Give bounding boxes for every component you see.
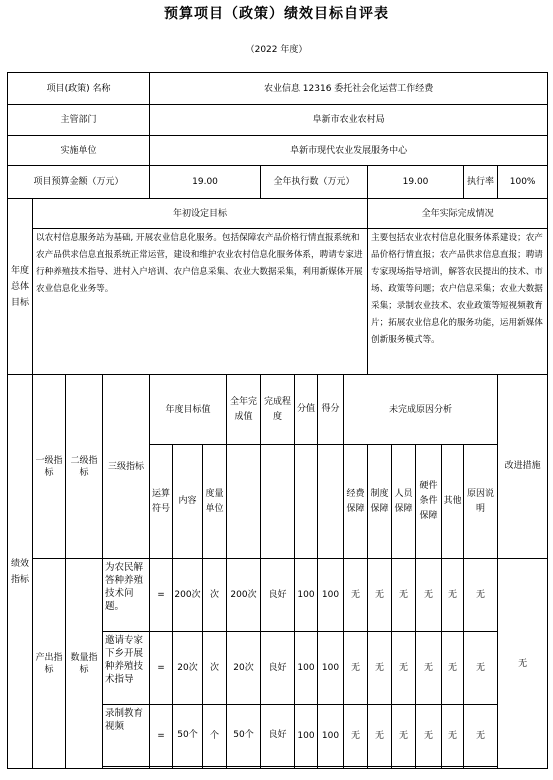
- note-cell: 无: [464, 705, 498, 767]
- rate-value: 100%: [498, 166, 548, 199]
- other-header: 其他: [442, 445, 464, 559]
- score-value-cell: 100: [295, 705, 318, 767]
- unit-cell: 次: [203, 559, 227, 632]
- note-cell: 无: [464, 632, 498, 705]
- degree-header: 完成程度: [261, 375, 295, 445]
- done-cell: 50个: [227, 705, 261, 767]
- dept-label: 主管部门: [8, 105, 150, 136]
- funds-cell: 无: [344, 705, 368, 767]
- degree-cell: 良好: [261, 632, 295, 705]
- indicator-name: 邀请专家下乡开展种养殖技术指导: [103, 632, 150, 705]
- degree-cell: 良好: [261, 559, 295, 632]
- hardware-cell: 无: [416, 559, 442, 632]
- score-value-header: 分值: [295, 375, 318, 445]
- unit-cell: 个: [203, 705, 227, 767]
- system-cell: 无: [368, 632, 392, 705]
- actual-result-text: 主要包括农业农村信息化服务体系建设；农产品价格行情直报；农产品供求信息直报；聘请专家现场指导培训，解答农民提出的技术、市场、政策等问题；农户信息采集；农业大数据采集；录制农业技术、农业政策等短视频教育片；拓展农业信息化的服务功能，运用新媒体创新服务模式等。: [368, 229, 548, 375]
- content-cell: 20次: [173, 632, 203, 705]
- indicator-name: 录制教育视频: [103, 705, 150, 767]
- unit-header: 度量单位: [203, 445, 227, 559]
- score-header: 得分: [318, 375, 344, 445]
- operator-cell: =: [150, 632, 173, 705]
- improve-header: 改进措施: [498, 375, 548, 559]
- project-name-value: 农业信息 12316 委托社会化运营工作经费: [150, 73, 548, 105]
- funds-cell: 无: [344, 559, 368, 632]
- content-cell: 50个: [173, 705, 203, 767]
- note-cell: 无: [464, 559, 498, 632]
- degree-cell: 良好: [261, 705, 295, 767]
- table-row: [8, 559, 548, 632]
- staff-cell: 无: [392, 559, 416, 632]
- level2-value: 数量指标: [66, 559, 103, 769]
- system-cell: 无: [368, 559, 392, 632]
- operator-cell: =: [150, 705, 173, 767]
- hardware-header: 硬件条件保障: [416, 445, 442, 559]
- score-cell: 100: [318, 632, 344, 705]
- level1-header: 一级指标: [33, 375, 66, 559]
- score-cell: 100: [318, 705, 344, 767]
- content-header: 内容: [173, 445, 203, 559]
- other-cell: 无: [442, 632, 464, 705]
- staff-header: 人员保障: [392, 445, 416, 559]
- perf-side-label: 绩效指标: [8, 375, 33, 769]
- actual-result-header: 全年实际完成情况: [368, 199, 548, 229]
- level2-header: 二级指标: [66, 375, 103, 559]
- unit-cell: 次: [203, 632, 227, 705]
- funds-header: 经费保障: [344, 445, 368, 559]
- annual-goal-side-label: 年度总体目标: [8, 199, 33, 375]
- exec-label: 全年执行数（万元）: [261, 166, 368, 199]
- staff-cell: 无: [392, 632, 416, 705]
- reason-analysis-header: 未完成原因分析: [344, 375, 498, 445]
- budget-value: 19.00: [150, 166, 261, 199]
- system-cell: 无: [368, 705, 392, 767]
- hardware-cell: 无: [416, 632, 442, 705]
- other-cell: 无: [442, 559, 464, 632]
- page-title: 预算项目（政策）绩效目标自评表: [164, 6, 389, 22]
- score-cell: 100: [318, 559, 344, 632]
- project-name-label: 项目(政策) 名称: [8, 73, 150, 105]
- unit-label: 实施单位: [8, 136, 150, 166]
- operator-cell: =: [150, 559, 173, 632]
- funds-cell: 无: [344, 632, 368, 705]
- system-header: 制度保障: [368, 445, 392, 559]
- rate-label: 执行率: [464, 166, 498, 199]
- level3-header: 三级指标: [103, 375, 150, 559]
- done-cell: 20次: [227, 632, 261, 705]
- score-value-cell: 100: [295, 632, 318, 705]
- content-cell: 200次: [173, 559, 203, 632]
- operator-header: 运算符号: [150, 445, 173, 559]
- self-evaluation-table: [7, 72, 548, 769]
- initial-goal-text: 以农村信息服务站为基础, 开展农业信息化服务。包括保障农产品价格行情直报系统和农产品供求信息直报系统正常运营，建设和维护农业农村信息化服务体系，聘请专家进行种养殖技术指导、进村入户培训、农户信息采集、农业大数据采集，利用新媒体开展农业信息化业务等。: [33, 229, 368, 375]
- reason-note-header: 原因说明: [464, 445, 498, 559]
- unit-value: 阜新市现代农业发展服务中心: [150, 136, 548, 166]
- hardware-cell: 无: [416, 705, 442, 767]
- other-cell: 无: [442, 705, 464, 767]
- done-cell: 200次: [227, 559, 261, 632]
- year-label: （2022 年度）: [245, 45, 308, 55]
- improve-value: 无: [498, 559, 548, 769]
- initial-goal-header: 年初设定目标: [33, 199, 368, 229]
- level1-value: 产出指标: [33, 559, 66, 769]
- budget-label: 项目预算金额（万元）: [8, 166, 150, 199]
- indicator-name: 为农民解答种养殖技术问题。: [103, 559, 150, 632]
- staff-cell: 无: [392, 705, 416, 767]
- dept-value: 阜新市农业农村局: [150, 105, 548, 136]
- score-value-cell: 100: [295, 559, 318, 632]
- annual-target-header: 年度目标值: [150, 375, 227, 445]
- done-value-header: 全年完成值: [227, 375, 261, 445]
- exec-value: 19.00: [368, 166, 464, 199]
